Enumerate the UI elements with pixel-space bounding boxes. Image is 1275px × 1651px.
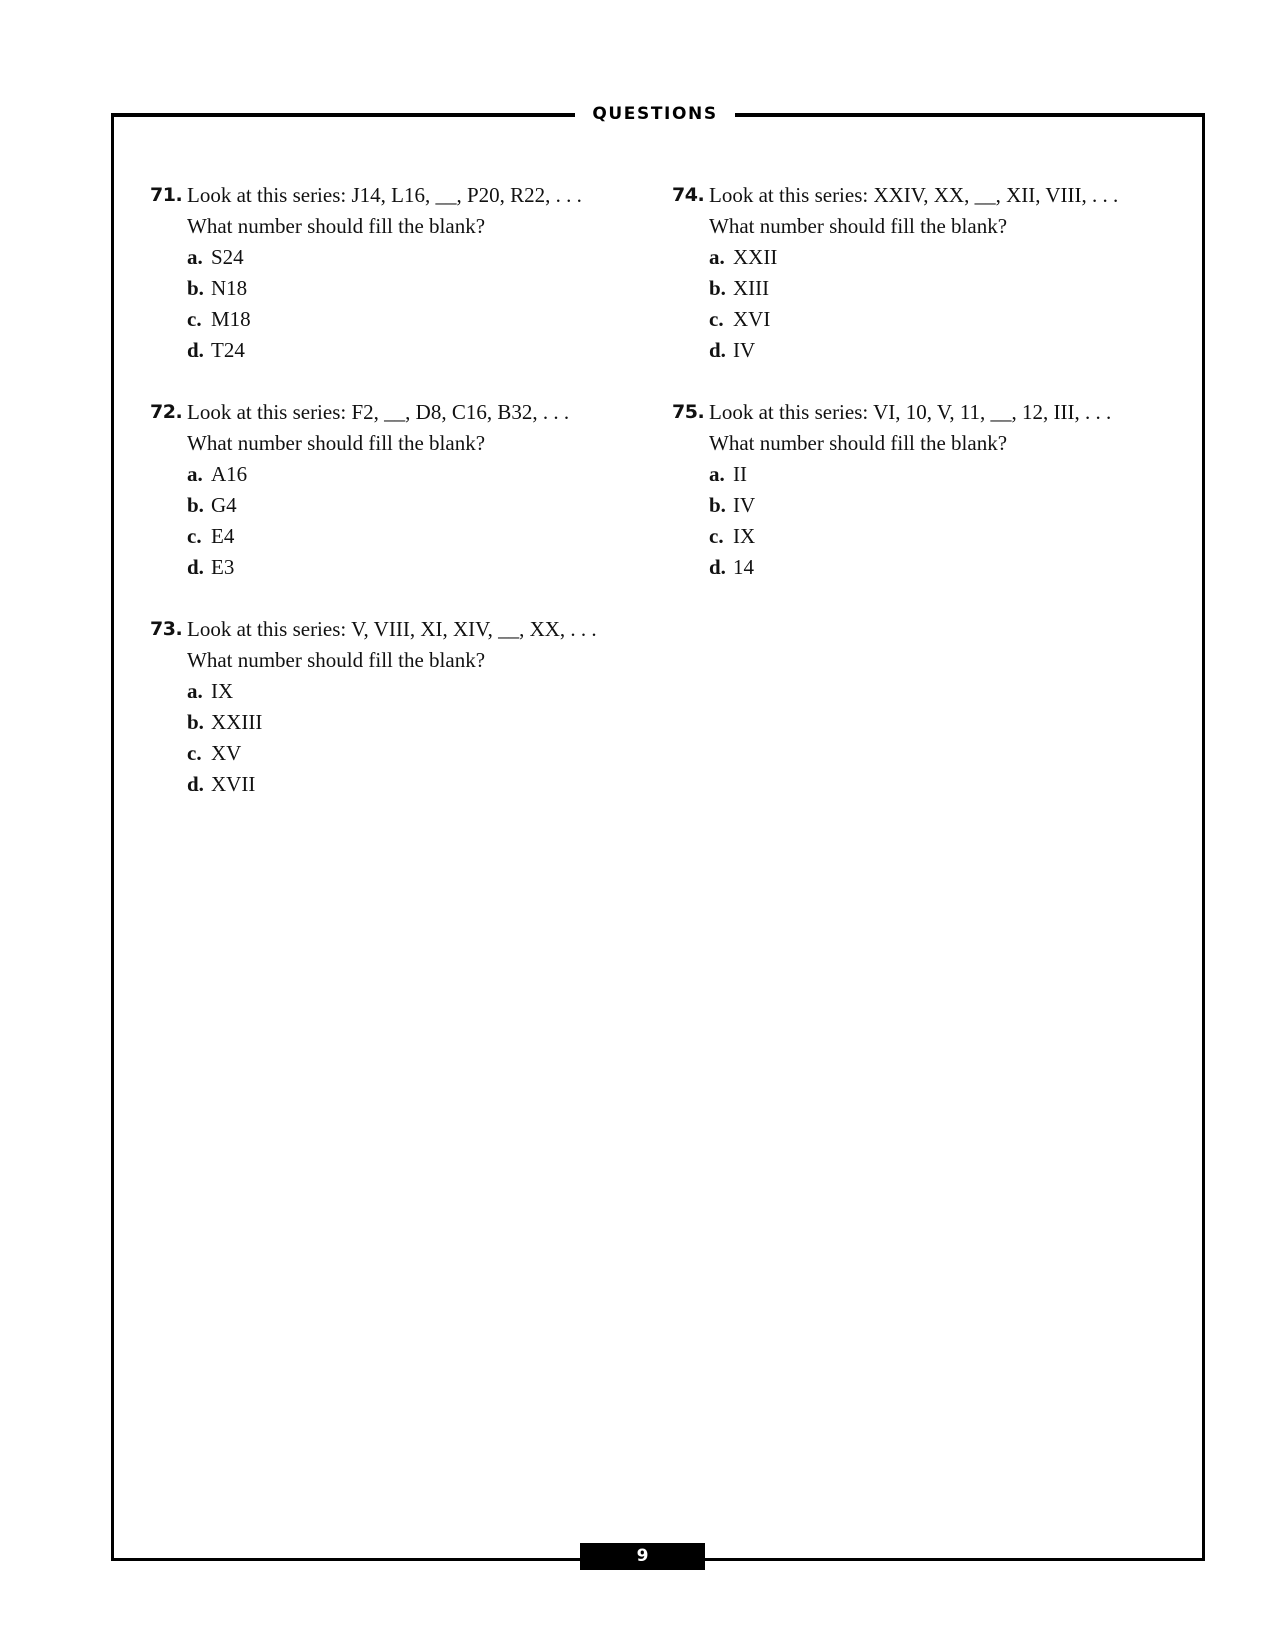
question-series: Look at this series: XXIV, XX, __, XII, VIII, . . . xyxy=(709,183,1119,207)
option-letter: b. xyxy=(187,276,204,300)
option-value: XIII xyxy=(733,276,770,300)
option-letter: c. xyxy=(187,524,202,548)
option-letter: c. xyxy=(187,307,202,331)
answer-options xyxy=(150,676,597,800)
option-value: E3 xyxy=(211,555,235,579)
question-series: Look at this series: VI, 10, V, 11, __, 12, III, . . . xyxy=(709,400,1112,424)
answer-option-c[interactable] xyxy=(709,304,1118,335)
option-letter: c. xyxy=(709,524,724,548)
option-value: E4 xyxy=(211,524,235,548)
question-series-line xyxy=(672,180,1118,211)
answer-option-a[interactable] xyxy=(187,459,569,490)
answer-option-a[interactable] xyxy=(709,459,1111,490)
option-letter: d. xyxy=(709,338,726,362)
option-letter: b. xyxy=(187,493,204,517)
answer-option-c[interactable] xyxy=(187,304,582,335)
option-letter: a. xyxy=(709,462,725,486)
answer-option-b[interactable] xyxy=(709,490,1111,521)
option-letter: d. xyxy=(709,555,726,579)
answer-option-a[interactable] xyxy=(187,676,597,707)
question-series-line xyxy=(150,180,582,211)
page-number: 9 xyxy=(580,1543,705,1570)
section-title: QUESTIONS xyxy=(575,101,735,127)
question-prompt: What number should fill the blank? xyxy=(187,214,486,238)
question-number: 73. xyxy=(150,618,183,640)
option-value: XV xyxy=(211,741,242,765)
question-prompt: What number should fill the blank? xyxy=(187,431,486,455)
option-value: IX xyxy=(733,524,756,548)
question-prompt: What number should fill the blank? xyxy=(709,214,1008,238)
answer-option-a[interactable] xyxy=(709,242,1118,273)
question-series-line xyxy=(150,397,569,428)
option-letter: d. xyxy=(187,338,204,362)
question-series-line xyxy=(150,614,597,645)
question-number: 72. xyxy=(150,401,183,423)
option-value: XVII xyxy=(211,772,256,796)
answer-option-c[interactable] xyxy=(709,521,1111,552)
option-letter: a. xyxy=(709,245,725,269)
option-letter: c. xyxy=(709,307,724,331)
answer-option-c[interactable] xyxy=(187,521,569,552)
question-prompt: What number should fill the blank? xyxy=(709,431,1008,455)
answer-options xyxy=(150,242,582,366)
question-72 xyxy=(150,397,569,583)
option-value: A16 xyxy=(211,462,248,486)
answer-option-d[interactable] xyxy=(187,335,582,366)
option-value: XVI xyxy=(733,307,771,331)
option-value: II xyxy=(733,462,747,486)
question-series: Look at this series: V, VIII, XI, XIV, __, XX, . . . xyxy=(187,617,597,641)
question-number: 71. xyxy=(150,184,183,206)
option-value: XXIII xyxy=(211,710,263,734)
option-letter: d. xyxy=(187,555,204,579)
question-series: Look at this series: F2, __, D8, C16, B32, . . . xyxy=(187,400,570,424)
option-value: 14 xyxy=(733,555,754,579)
question-series: Look at this series: J14, L16, __, P20, R22, . . . xyxy=(187,183,582,207)
answer-option-b[interactable] xyxy=(187,707,597,738)
option-letter: a. xyxy=(187,245,203,269)
option-letter: a. xyxy=(187,462,203,486)
answer-option-d[interactable] xyxy=(187,769,597,800)
option-value: XXII xyxy=(733,245,778,269)
answer-options xyxy=(672,242,1118,366)
option-value: M18 xyxy=(211,307,251,331)
answer-option-b[interactable] xyxy=(709,273,1118,304)
answer-option-c[interactable] xyxy=(187,738,597,769)
answer-options xyxy=(672,459,1111,583)
option-letter: d. xyxy=(187,772,204,796)
answer-option-b[interactable] xyxy=(187,490,569,521)
question-71 xyxy=(150,180,582,366)
question-number: 74. xyxy=(672,184,705,206)
option-value: G4 xyxy=(211,493,237,517)
option-value: N18 xyxy=(211,276,248,300)
question-73 xyxy=(150,614,597,800)
option-value: IX xyxy=(211,679,234,703)
option-value: IV xyxy=(733,493,756,517)
option-letter: b. xyxy=(709,276,726,300)
option-letter: b. xyxy=(709,493,726,517)
answer-option-d[interactable] xyxy=(187,552,569,583)
answer-options xyxy=(150,459,569,583)
answer-option-d[interactable] xyxy=(709,335,1118,366)
answer-option-a[interactable] xyxy=(187,242,582,273)
answer-option-b[interactable] xyxy=(187,273,582,304)
question-series-line xyxy=(672,397,1111,428)
option-letter: c. xyxy=(187,741,202,765)
question-74 xyxy=(672,180,1118,366)
option-letter: b. xyxy=(187,710,204,734)
option-value: T24 xyxy=(211,338,245,362)
option-value: IV xyxy=(733,338,756,362)
question-75 xyxy=(672,397,1111,583)
option-value: S24 xyxy=(211,245,244,269)
option-letter: a. xyxy=(187,679,203,703)
question-number: 75. xyxy=(672,401,705,423)
answer-option-d[interactable] xyxy=(709,552,1111,583)
question-prompt: What number should fill the blank? xyxy=(187,648,486,672)
